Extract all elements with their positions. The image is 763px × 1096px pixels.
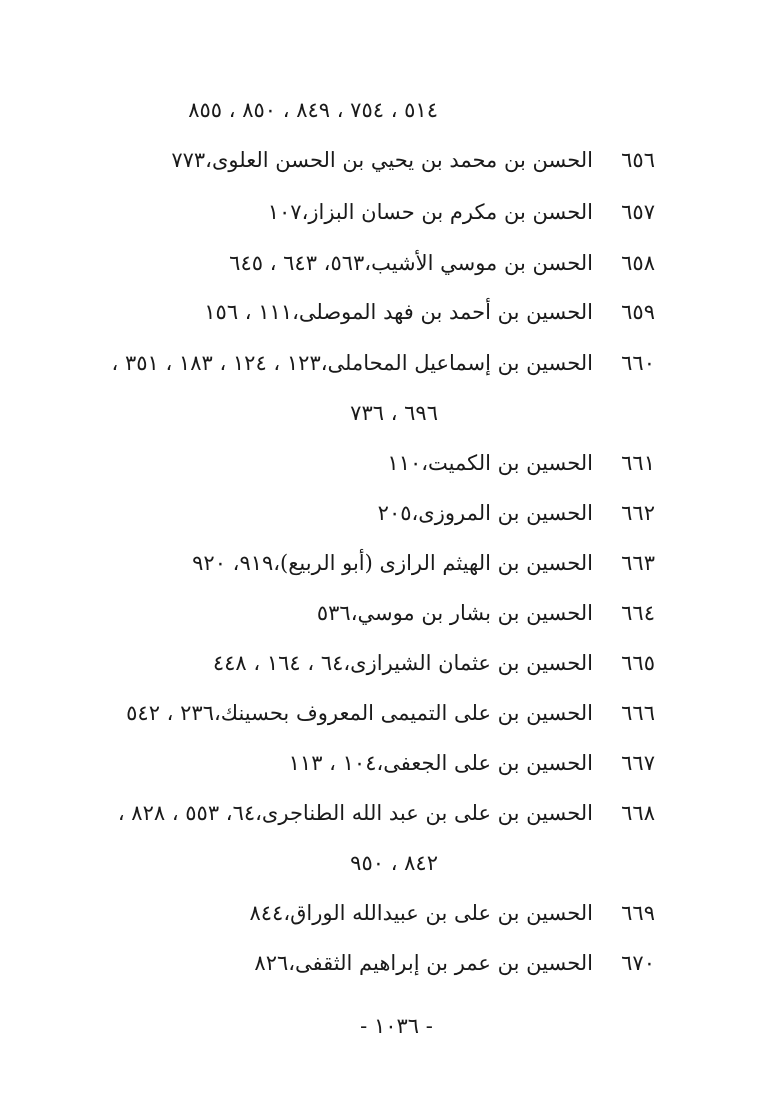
index-entry — [213, 643, 655, 683]
index-entry — [289, 743, 655, 783]
index-entry — [378, 493, 655, 533]
entry-number: ٦٦٥ — [621, 651, 655, 675]
entry-text: الحسن بن محمد بن يحيي بن الحسن العلوى،٧٧٣ — [171, 148, 593, 172]
entry-text: الحسين بن على بن عبد الله الطناجرى،٦٤، ٥٥٣ ، ٨٢٨ ، — [117, 801, 593, 825]
continuation-line-668: ٨٤٢ ، ٩٥٠ — [350, 851, 438, 875]
entry-number: ٦٦٦ — [621, 701, 655, 725]
index-entry — [254, 943, 655, 983]
entry-number: ٦٦٣ — [621, 551, 655, 575]
entry-text: الحسين بن المروزى،٢٠٥ — [377, 501, 593, 525]
entry-text: الحسين بن على بن عبيدالله الوراق،٨٤٤ — [249, 901, 593, 925]
entry-text: الحسين بن على التميمى المعروف بحسينك،٢٣٦ ، ٥٤٢ — [126, 701, 593, 725]
index-entry — [118, 793, 655, 833]
entry-number: ٦٦١ — [621, 451, 655, 475]
entry-number: ٦٦٨ — [621, 801, 655, 825]
index-entry — [171, 140, 655, 180]
entry-text: الحسين بن الكميت،١١٠ — [387, 451, 593, 475]
entry-text: الحسين بن عمر بن إبراهيم الثقفى،٨٢٦ — [254, 951, 593, 975]
continuation-line-top: ٥١٤ ، ٧٥٤ ، ٨٤٩ ، ٨٥٠ ، ٨٥٥ — [188, 98, 438, 122]
entry-number: ٦٥٧ — [621, 200, 655, 224]
entry-number: ٦٧٠ — [621, 951, 655, 975]
entry-number: ٦٦٩ — [621, 901, 655, 925]
index-entry — [387, 443, 655, 483]
page-number: - ١٠٣٦ - — [360, 1014, 433, 1038]
entry-number: ٦٥٨ — [621, 251, 655, 275]
entry-text: الحسن بن موسي الأشيب،٥٦٣، ٦٤٣ ، ٦٤٥ — [229, 251, 593, 275]
index-entry — [126, 693, 655, 733]
entry-text: الحسين بن بشار بن موسي،٥٣٦ — [316, 601, 593, 625]
entry-text: الحسين بن أحمد بن فهد الموصلى،١١١ ، ١٥٦ — [204, 300, 593, 324]
index-entry — [249, 893, 655, 933]
entry-number: ٦٦٠ — [621, 351, 655, 375]
continuation-line-660: ٦٩٦ ، ٧٣٦ — [350, 401, 438, 425]
index-entry — [229, 243, 655, 283]
entry-text: الحسين بن إسماعيل المحاملى،١٢٣ ، ١٢٤ ، ١٨٣ ، ٣٥١ ، — [111, 351, 593, 375]
index-entry — [192, 543, 655, 583]
index-entry — [268, 192, 655, 232]
index-entry — [111, 343, 655, 383]
entry-number: ٦٥٦ — [621, 148, 655, 172]
entry-text: الحسن بن مكرم بن حسان البزاز،١٠٧ — [267, 200, 593, 224]
entry-text: الحسين بن الهيثم الرازى (أبو الربيع)،٩١٩، ٩٢٠ — [192, 551, 593, 575]
entry-number: ٦٥٩ — [621, 300, 655, 324]
index-entry — [317, 593, 655, 633]
entry-text: الحسين بن عثمان الشيرازى،٦٤ ، ١٦٤ ، ٤٤٨ — [212, 651, 593, 675]
entry-number: ٦٦٤ — [621, 601, 655, 625]
entry-text: الحسين بن على الجعفى،١٠٤ ، ١١٣ — [288, 751, 593, 775]
entry-number: ٦٦٧ — [621, 751, 655, 775]
entry-number: ٦٦٢ — [621, 501, 655, 525]
index-entry — [204, 292, 655, 332]
